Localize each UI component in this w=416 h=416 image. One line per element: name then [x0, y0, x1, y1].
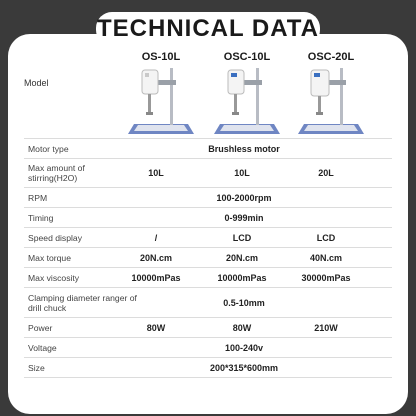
- spec-row-max-stirring: [24, 158, 392, 187]
- model-name: OS-10L: [141, 51, 181, 63]
- spec-row-clamping-diameter: [24, 287, 392, 317]
- model-name: OSC-10L: [223, 51, 271, 63]
- spec-row-power: [24, 317, 392, 337]
- row-value: 200*315*600mm: [209, 362, 279, 373]
- title-badge: [96, 12, 320, 46]
- row-label: Size: [28, 362, 45, 373]
- row-value: 20N.cm: [225, 252, 259, 263]
- product-osc-20l: [286, 50, 376, 140]
- spec-row-timing: [24, 207, 392, 227]
- row-value: 20L: [318, 168, 334, 178]
- row-value: 210W: [314, 322, 338, 333]
- row-value: LCD: [232, 232, 252, 243]
- row-value: 20N.cm: [139, 252, 173, 263]
- row-value: 10L: [148, 168, 164, 178]
- row-value: 100-2000rpm: [216, 192, 272, 203]
- spec-row-max-torque: [24, 247, 392, 267]
- row-label: Max amount of stirring(H2O): [28, 163, 85, 183]
- row-label: Speed display: [28, 232, 82, 243]
- spec-row-size: [24, 357, 392, 378]
- stirrer-image: [296, 64, 366, 138]
- row-value: 10000mPas: [217, 272, 267, 283]
- spec-row-max-viscosity: [24, 267, 392, 287]
- row-value: 40N.cm: [309, 252, 343, 263]
- stirrer-image: [126, 64, 196, 138]
- row-value: 100-240v: [224, 342, 264, 353]
- row-value: 10000mPas: [131, 272, 181, 283]
- row-label: Power: [28, 322, 53, 333]
- row-label: Clamping diameter ranger of drill chuck: [28, 292, 137, 313]
- spec-row-rpm: [24, 187, 392, 207]
- model-label: Model: [24, 78, 49, 88]
- model-name: OSC-20L: [307, 51, 355, 63]
- product-osc-10l: [202, 50, 292, 140]
- spec-row-voltage: [24, 337, 392, 357]
- spec-row-motor-type: [24, 138, 392, 158]
- row-label: Voltage: [28, 342, 57, 353]
- row-value: LCD: [316, 232, 336, 243]
- row-value: 30000mPas: [301, 272, 351, 283]
- row-value: 10L: [234, 168, 250, 178]
- row-value: 80W: [232, 322, 252, 333]
- row-label: Max viscosity: [28, 272, 80, 283]
- spec-row-speed-display: [24, 227, 392, 247]
- row-value: 0-999min: [224, 212, 264, 223]
- page-title: TECHNICAL DATA: [97, 15, 319, 42]
- row-label: Timing: [28, 212, 54, 223]
- row-value: 80W: [146, 322, 166, 333]
- row-label: Motor type: [28, 143, 69, 154]
- row-value: 0.5-10mm: [223, 297, 265, 308]
- product-os-10l: [116, 50, 206, 140]
- model-row: [24, 50, 392, 140]
- spec-table: [24, 138, 392, 378]
- row-value: /: [154, 232, 158, 243]
- stirrer-image: [212, 64, 282, 138]
- row-label: Max torque: [28, 252, 71, 263]
- row-label: RPM: [28, 192, 48, 203]
- row-value: Brushless motor: [208, 143, 280, 154]
